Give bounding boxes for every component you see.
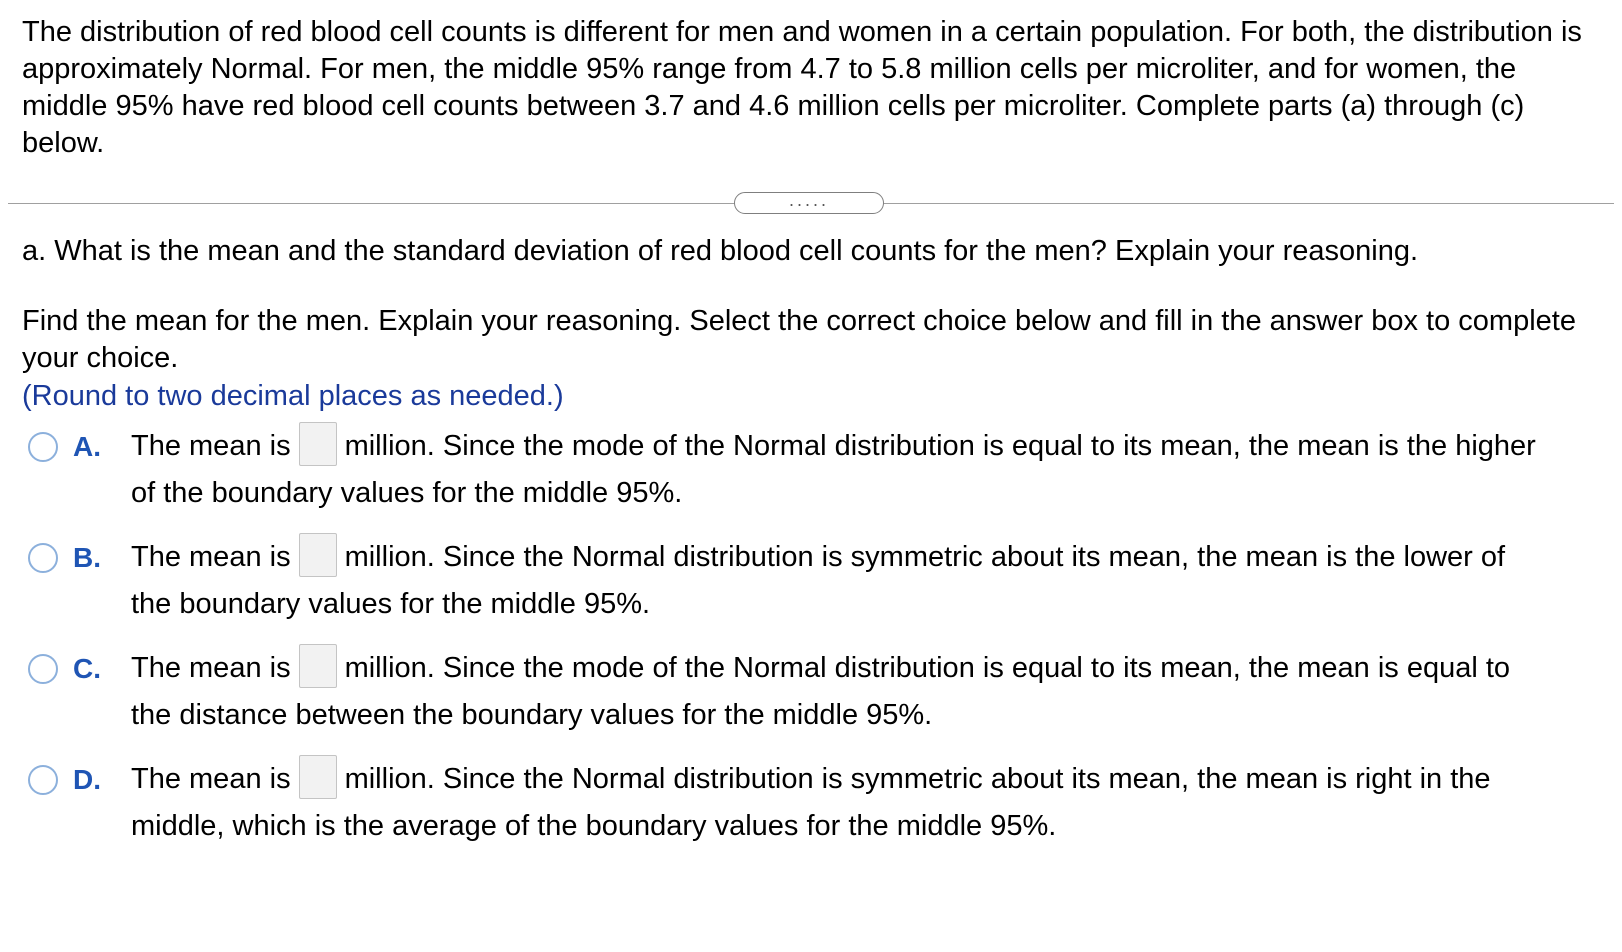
choice-d-answer-box[interactable]: [299, 755, 337, 799]
part-a-instruction: Find the mean for the men. Explain your reasoning. Select the correct choice below and fill in the answer box to complete your choice.: [22, 305, 1576, 374]
choice-a-suffix: million. Since the mode of the Normal distribution is equal to its mean, the mean is the higher of the boundary values for the middle 95%.: [131, 430, 1536, 509]
choice-b-radio[interactable]: [28, 543, 58, 573]
ellipsis-icon: .....: [788, 190, 829, 210]
problem-statement: [22, 14, 1582, 162]
choice-c-answer-box[interactable]: [299, 644, 337, 688]
choice-b-prefix: The mean is: [131, 541, 291, 573]
choice-a-text: [131, 423, 1551, 517]
choice-c-text: [131, 645, 1551, 739]
choice-a-prefix: The mean is: [131, 430, 291, 462]
expand-more-button[interactable]: [734, 192, 884, 214]
choice-d-prefix: The mean is: [131, 763, 291, 795]
problem-text: The distribution of red blood cell counts is different for men and women in a certain population. For both, the distribution is approximately Normal. For men, the middle 95% range from 4.7 to 5.8 million cells per microliter, and for women, the middle 95% have red blood cell counts between 3.7 and 4.6 million cells per microliter. Complete parts (a) through (c) below.: [22, 16, 1582, 159]
choice-a-letter: A.: [73, 431, 101, 462]
choice-d-suffix: million. Since the Normal distribution is symmetric about its mean, the mean is right in the middle, which is the average of the boundary values for the middle 95%.: [131, 763, 1491, 842]
choice-c-radio[interactable]: [28, 654, 58, 684]
choice-c-prefix: The mean is: [131, 652, 291, 684]
rounding-note: (Round to two decimal places as needed.): [22, 380, 564, 412]
choice-c-letter: C.: [73, 653, 101, 684]
choice-b-suffix: million. Since the Normal distribution is symmetric about its mean, the mean is the lower of the boundary values for the middle 95%.: [131, 541, 1506, 620]
choice-d-letter: D.: [73, 764, 101, 795]
choice-c-suffix: million. Since the mode of the Normal distribution is equal to its mean, the mean is equal to the distance between the boundary values for the middle 95%.: [131, 652, 1511, 731]
choice-b-text: [131, 534, 1551, 628]
choice-b-letter: B.: [73, 542, 101, 573]
choice-a-radio[interactable]: [28, 432, 58, 462]
choice-d-radio[interactable]: [28, 765, 58, 795]
choice-a-answer-box[interactable]: [299, 422, 337, 466]
part-a-question: a. What is the mean and the standard deviation of red blood cell counts for the men? Explain your reasoning.: [22, 235, 1419, 267]
choice-d-text: [131, 756, 1551, 850]
choice-b-answer-box[interactable]: [299, 533, 337, 577]
